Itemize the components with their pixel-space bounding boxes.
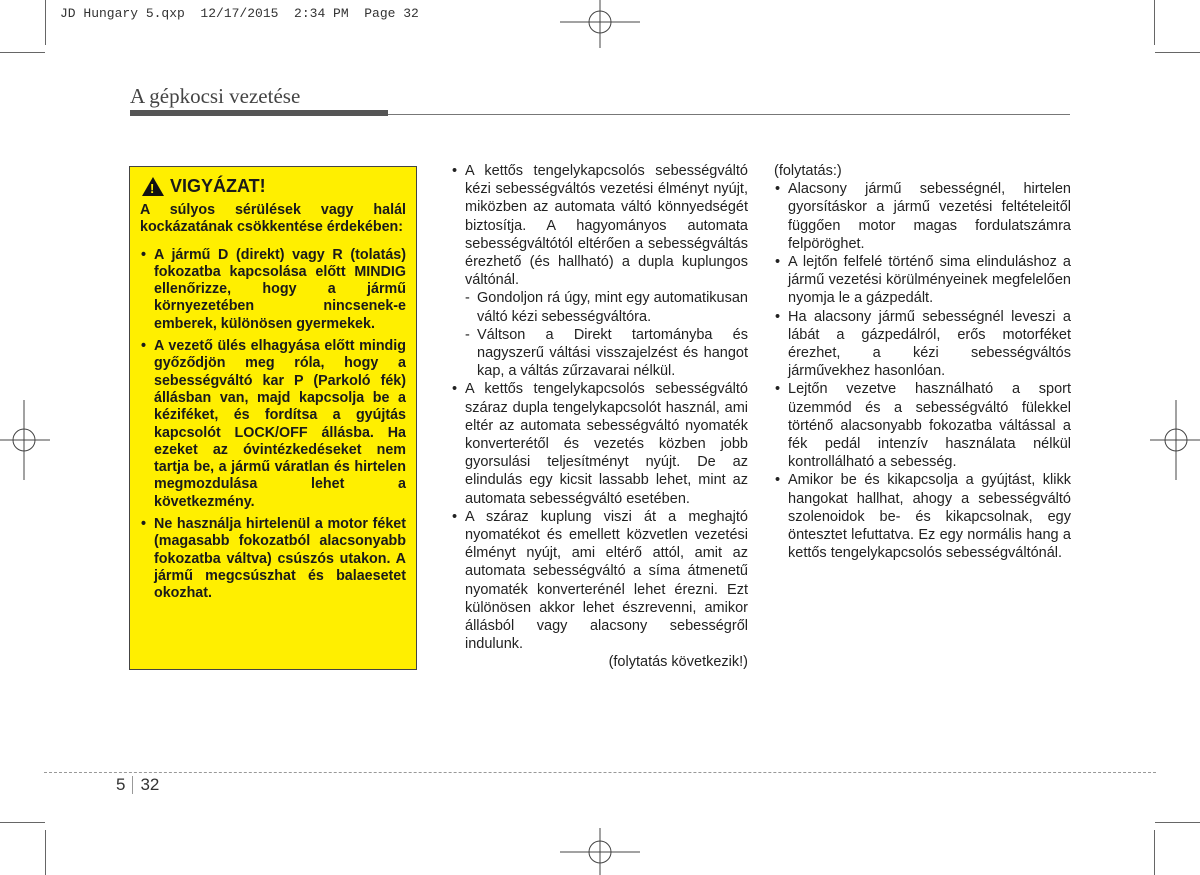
sub-item: - Gondoljon rá úgy, mint egy automatikusan váltó kézi sebességváltóra. [451, 289, 748, 325]
print-header: JD Hungary 5.qxp 12/17/2015 2:34 PM Page 32 [60, 6, 419, 21]
warning-item: • A vezető ülés elhagyása előtt mindig győződjön meg róla, hogy a sebességváltó kar P (Parkoló fék) állásban van, majd kapcsolja be a kéziféket, és fordítsa a gyújtás kapcsolót LOCK/OFF állásba. Ha ezeket az óvintézkedéseket nem tartja be, a jármű váratlan és hirtelen megmozdulása lehet a következmény. [140, 338, 406, 511]
right-column [774, 162, 1071, 562]
warning-box [129, 166, 417, 670]
bullet-item: • Ha alacsony jármű sebességnél leveszi a lábát a gázpedálról, erős motorféket érezhet, a kézi sebességváltós járművekhez hasonlóan. [774, 308, 1071, 381]
bullet-item: • A kettős tengelykapcsolós sebességváltó száraz dupla tengelykapcsolót használ, ami eltér az automata sebességváltó nyomaték konverterétől és vezetés közben jobb gyorsulási teljesítményt nyújt. De az elindulás egy kicsit lassabb lehet, mint az automata sebességváltó esetében. [451, 380, 748, 507]
section-title: A gépkocsi vezetése [130, 84, 301, 108]
page-number [116, 775, 159, 795]
chapter-number: 5 [116, 775, 126, 794]
registration-mark-right [1150, 400, 1200, 480]
page-number-value: 32 [140, 775, 160, 794]
title-bar [130, 110, 388, 116]
warning-item: • Ne használja hirtelenül a motor féket (magasabb fokozatból alacsonyabb fokozatba váltva) csúszós utakon. A jármű megcsúszhat és balaesetet okozhat. [140, 516, 406, 602]
bullet-item: • A kettős tengelykapcsolós sebességváltó kézi sebességváltós vezetési élményt nyújt, miközben az automata váltó könnyedségét biztosítja. A hagyományos automata sebességváltótól eltérően a sebességváltás érezhető (és hallható) a dupla kuplungos váltónál. [451, 162, 748, 289]
bullet-item: • Amikor be és kikapcsolja a gyújtást, klikk hangokat hallhat, ahogy a sebességváltó szolenoidok be- és kikapcsolnak, egy öntesztet lefuttatva. Ez egy normális hang a kettős tengelykapcsolós sebességváltónál. [774, 471, 1071, 562]
bullet-item: • Alacsony jármű sebességnél, hirtelen gyorsításkor a jármű vezetési feltételeitől függően motor magas fordulatszámra felpöröghet. [774, 180, 1071, 253]
bullet-item: • A lejtőn felfelé történő sima elinduláshoz a jármű vezetési körülményeinek megfelelően nyomja le a gázpedált. [774, 253, 1071, 308]
continued-next-note: (folytatás következik!) [608, 654, 748, 671]
registration-mark-bottom [560, 828, 640, 875]
middle-column [451, 162, 748, 672]
warning-intro: A súlyos sérülések vagy halál kockázatának csökkentése érdekében: [140, 202, 406, 236]
page-number-separator [132, 776, 133, 794]
warning-heading [142, 177, 406, 196]
warning-triangle-icon [142, 177, 164, 196]
registration-mark-top [560, 0, 640, 50]
warning-heading-text: VIGYÁZAT! [170, 175, 266, 196]
warning-item: • A jármű D (direkt) vagy R (tolatás) fokozatba kapcsolása előtt MINDIG ellenőrizze, hogy a jármű környezetében nincsenek-e emberek, különösen gyermekek. [140, 247, 406, 333]
sub-item: - Váltson a Direkt tartományba és nagyszerű váltási visszajelzést és hangot kap, a váltás zűrzavarai nélkül. [451, 326, 748, 381]
bullet-item: • A száraz kuplung viszi át a meghajtó nyomatékot és emellett közvetlen vezetési élményt nyújt, ami eltérő attól, amit az automata sebességváltó a síma átmenetű nyomaték konverterénél lehet érezni. Ezt különösen akkor lehet észrevenni, amikor állásból vagy alacsony sebességről indulunk. [451, 508, 748, 654]
bullet-item: • Lejtőn vezetve használható a sport üzemmód és a sebességváltó fülekkel történő alacsonyabb fokozatba váltással a fék pedál intenzív használata nélkül kontrollálható a sebesség. [774, 380, 1071, 471]
continued-note: (folytatás:) [774, 163, 842, 179]
registration-mark-left [0, 400, 50, 480]
title-rule [388, 114, 1070, 115]
footer-rule [44, 772, 1156, 773]
